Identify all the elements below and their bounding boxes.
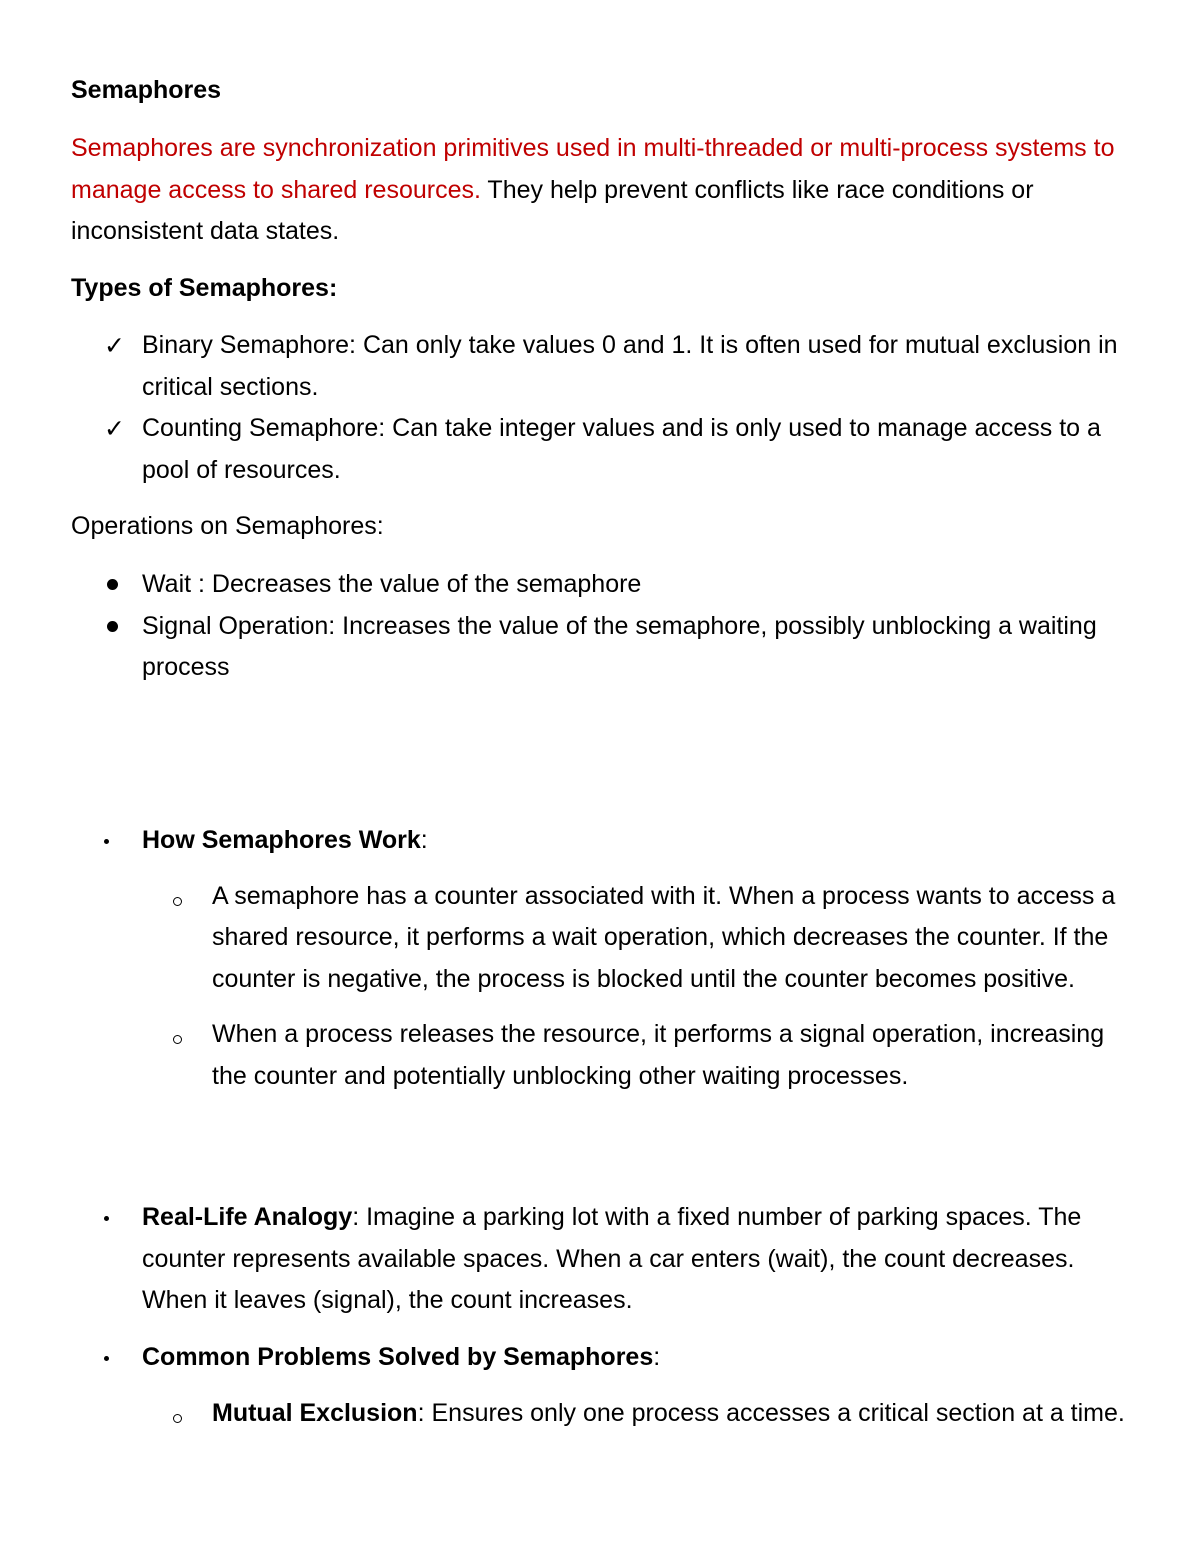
sub-item-text: A semaphore has a counter associated with it. When a process wants to access a shared resource, it performs a wait operation, which decreases the counter. If the counter is negative, the process is blocked until the counter becomes positive. bbox=[212, 881, 1116, 993]
bullet-icon bbox=[107, 579, 118, 590]
intro-definition: Semaphores are synchronization primitives used in multi-threaded or multi-process systems to manage access to shared resources. bbox=[71, 134, 1115, 204]
bullet-icon bbox=[104, 839, 109, 844]
intro-continuation: They help prevent conflicts like race conditions or inconsistent data states. bbox=[71, 175, 1034, 245]
circle-bullet-icon bbox=[173, 1414, 182, 1423]
section-label-suffix: : bbox=[420, 826, 428, 854]
sub-item-release bbox=[0, 1014, 1132, 1097]
list-item-real-life-analogy bbox=[0, 1197, 1132, 1322]
common-problems-section bbox=[0, 1337, 1200, 1434]
intro-paragraph bbox=[71, 128, 1141, 253]
list-item-text: Wait : Decreases the value of the semaphore bbox=[142, 570, 642, 598]
operations-heading: Operations on Semaphores: bbox=[71, 512, 384, 540]
bullet-icon bbox=[104, 1356, 109, 1361]
list-item-counting-semaphore bbox=[0, 408, 1132, 491]
list-item-wait bbox=[0, 564, 1132, 606]
list-item-text: Signal Operation: Increases the value of the semaphore, possibly unblocking a waiting process bbox=[142, 611, 1097, 681]
list-item-text: Counting Semaphore: Can take integer values and is only used to manage access to a pool of resources. bbox=[142, 414, 1101, 484]
sub-item-mutual-exclusion bbox=[0, 1393, 1132, 1435]
sub-item-text: : Ensures only one process accesses a critical section at a time. bbox=[417, 1398, 1125, 1427]
types-list bbox=[0, 325, 1200, 491]
list-item-binary-semaphore bbox=[0, 325, 1132, 408]
list-item-text: Binary Semaphore: Can only take values 0 and 1. It is often used for mutual exclusion in critical sections. bbox=[142, 331, 1118, 401]
bullet-icon bbox=[107, 621, 118, 632]
checkmark-icon: ✓ bbox=[104, 331, 125, 360]
circle-bullet-icon bbox=[173, 897, 182, 906]
list-item-common-problems bbox=[0, 1337, 1132, 1379]
bullet-icon bbox=[104, 1216, 109, 1221]
section-label: How Semaphores Work bbox=[142, 826, 421, 854]
section-text: : Imagine a parking lot with a fixed number of parking spaces. The counter represents available spaces. When a car enters (wait), the count decreases. When it leaves (signal), the count increases. bbox=[142, 1203, 1082, 1314]
section-label-suffix: : bbox=[653, 1343, 661, 1371]
spacer bbox=[0, 1379, 1200, 1393]
how-semaphores-work-section bbox=[0, 820, 1200, 1097]
document-title: Semaphores bbox=[71, 76, 222, 104]
sub-item-counter bbox=[0, 876, 1132, 1001]
section-label: Real-Life Analogy bbox=[142, 1203, 353, 1231]
operations-list bbox=[0, 564, 1200, 689]
list-item-how-semaphores-work bbox=[0, 820, 1132, 862]
types-heading: Types of Semaphores: bbox=[71, 274, 338, 302]
checkmark-icon: ✓ bbox=[104, 414, 125, 443]
spacer bbox=[0, 862, 1200, 876]
spacer bbox=[0, 1000, 1200, 1014]
list-item-signal bbox=[0, 606, 1132, 689]
real-life-analogy-section bbox=[0, 1197, 1200, 1322]
section-label: Common Problems Solved by Semaphores bbox=[142, 1343, 654, 1371]
sub-item-label: Mutual Exclusion bbox=[212, 1398, 418, 1427]
sub-item-text: When a process releases the resource, it performs a signal operation, increasing the counter and potentially unblocking other waiting processes. bbox=[212, 1020, 1105, 1090]
circle-bullet-icon bbox=[173, 1035, 182, 1044]
